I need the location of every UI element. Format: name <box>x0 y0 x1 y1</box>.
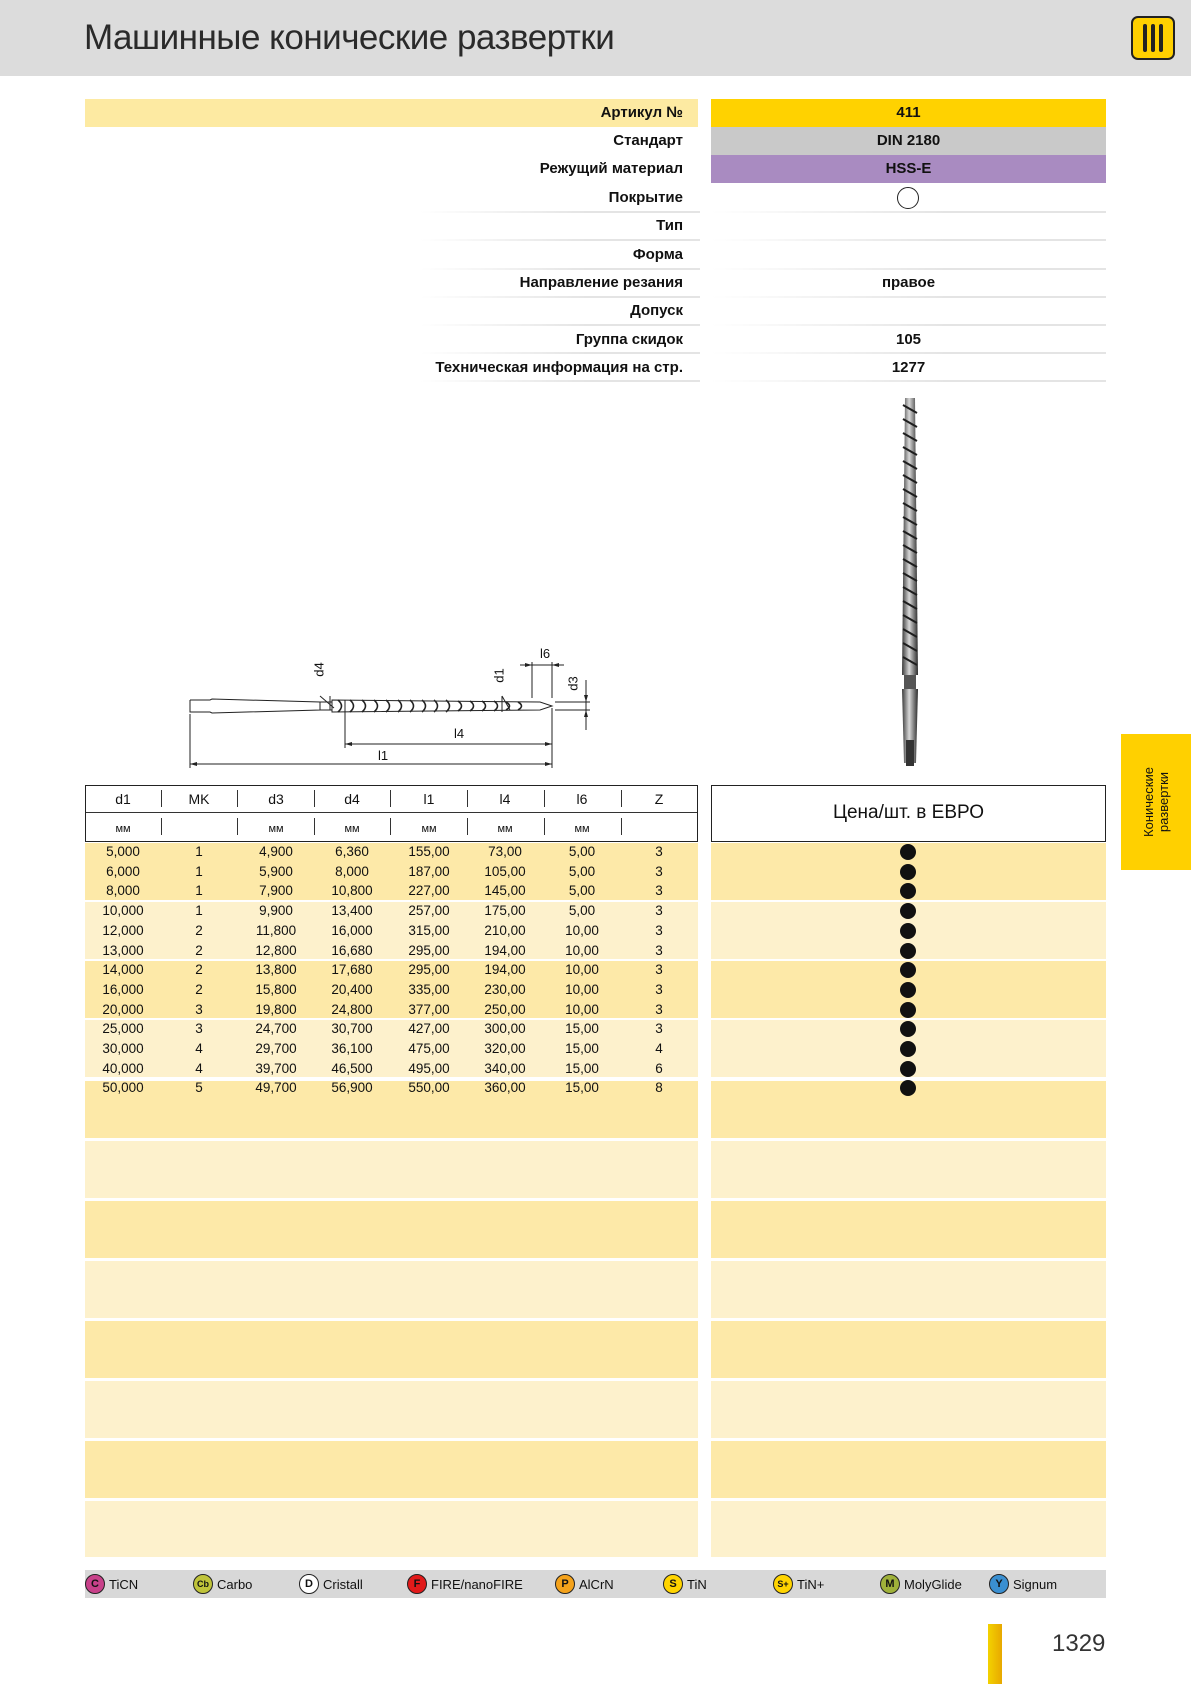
table-cell: 10,00 <box>565 1001 599 1017</box>
coating-badge-icon: S <box>663 1574 683 1594</box>
coating-legend <box>85 1570 1106 1598</box>
table-cell: 29,700 <box>255 1041 297 1056</box>
spec-value-tech-info: 1277 <box>891 359 926 376</box>
availability-dot-icon <box>900 844 916 860</box>
page-title: Машинные конические развертки <box>84 18 615 57</box>
table-cell: 495,00 <box>408 1060 450 1076</box>
legend-label: TiN <box>687 1576 707 1592</box>
drawing-label-l6: l6 <box>540 646 551 661</box>
coating-badge-icon: F <box>407 1574 427 1594</box>
legend-label: FIRE/nanoFIRE <box>431 1576 523 1592</box>
table-cell: 295,00 <box>408 962 450 978</box>
legend-item <box>193 1573 252 1595</box>
table-cell: 4 <box>195 1060 203 1076</box>
table-cell: 15,800 <box>255 981 297 997</box>
legend-item <box>299 1573 363 1595</box>
table-cell: 295,00 <box>408 942 450 958</box>
table-cell: 315,00 <box>408 922 450 938</box>
table-cell: 175,00 <box>484 903 526 919</box>
price-header: Цена/шт. в ЕВРО <box>832 802 985 823</box>
legend-label: TiN+ <box>797 1576 825 1592</box>
legend-label: Cristall <box>323 1576 363 1592</box>
table-cell: 320,00 <box>484 1041 526 1056</box>
legend-item <box>880 1573 962 1595</box>
table-cell: 5,000 <box>106 844 140 859</box>
table-cell: 73,00 <box>488 844 522 859</box>
spec-value-discount-group: 105 <box>895 331 922 348</box>
drawing-label-l4: l4 <box>454 726 465 741</box>
table-cell: 145,00 <box>484 883 526 899</box>
table-cell: 4,900 <box>259 844 293 859</box>
table-cell: 155,00 <box>408 844 450 859</box>
coating-badge-icon: Cb <box>193 1574 213 1594</box>
table-cell: 4 <box>195 1041 203 1056</box>
table-cell: 250,00 <box>484 1001 526 1017</box>
table-cell: 13,400 <box>331 903 373 919</box>
drawing-label-l1: l1 <box>378 748 389 763</box>
coating-badge-icon: C <box>85 1574 105 1594</box>
table-cell: 9,900 <box>259 903 293 919</box>
table-cell: 50,000 <box>102 1080 144 1096</box>
table-cell: 187,00 <box>408 863 450 879</box>
table-cell: 427,00 <box>408 1021 450 1037</box>
drawing-label-d1: d1 <box>491 668 507 683</box>
table-cell: 3 <box>655 883 663 899</box>
row-band <box>85 1441 698 1498</box>
table-cell: 1 <box>195 903 203 919</box>
table-cell: 12,800 <box>255 942 297 958</box>
table-cell: 56,900 <box>331 1080 373 1096</box>
table-cell: 5,00 <box>568 883 596 899</box>
table-cell: 10,00 <box>565 981 599 997</box>
table-cell: 39,700 <box>255 1060 297 1076</box>
spec-label-tech-info: Техническая информация на стр. <box>435 359 683 376</box>
price-band <box>711 1441 1106 1498</box>
legend-item <box>407 1573 523 1595</box>
table-cell: 8,000 <box>335 863 369 879</box>
spec-label-standard: Стандарт <box>613 132 683 149</box>
table-cell: 3 <box>655 863 663 879</box>
table-cell: 25,000 <box>102 1021 144 1037</box>
price-band <box>711 1261 1106 1318</box>
table-cell: 10,000 <box>102 903 144 919</box>
table-cell: 14,000 <box>102 962 144 978</box>
price-band <box>711 1321 1106 1378</box>
availability-dot-icon <box>900 943 916 959</box>
table-cell: 2 <box>195 942 203 958</box>
table-cell: 15,00 <box>565 1060 599 1076</box>
legend-item <box>85 1573 138 1595</box>
row-band <box>85 1381 698 1438</box>
table-cell: 13,800 <box>255 962 297 978</box>
legend-item <box>555 1573 614 1595</box>
table-cell: 30,700 <box>331 1021 373 1037</box>
price-band <box>711 1141 1106 1198</box>
table-cell: 377,00 <box>408 1001 450 1017</box>
table-cell: 46,500 <box>331 1060 373 1076</box>
col-header-l6: l6 <box>576 791 588 807</box>
legend-label: AlCrN <box>579 1576 614 1592</box>
col-header-d1: d1 <box>115 791 131 807</box>
table-cell: 6,360 <box>335 844 369 859</box>
table-cell: 15,00 <box>565 1021 599 1037</box>
table-cell: 40,000 <box>102 1060 144 1076</box>
table-cell: 15,00 <box>565 1041 599 1056</box>
table-cell: 8 <box>655 1080 663 1096</box>
availability-dot-icon <box>900 903 916 919</box>
table-cell: 360,00 <box>484 1080 526 1096</box>
table-cell: 3 <box>655 903 663 919</box>
col-unit-l1: мм <box>421 823 437 835</box>
table-cell: 16,000 <box>102 981 144 997</box>
spec-value-direction: правое <box>881 274 936 291</box>
spec-label-direction: Направление резания <box>519 274 683 291</box>
spec-label-type: Тип <box>656 217 683 234</box>
availability-dot-icon <box>900 1002 916 1018</box>
legend-item <box>989 1573 1057 1595</box>
table-cell: 5,900 <box>259 863 293 879</box>
availability-dot-icon <box>900 982 916 998</box>
table-cell: 3 <box>195 1001 203 1017</box>
table-cell: 194,00 <box>484 942 526 958</box>
reamer-technical-drawing <box>180 640 600 770</box>
table-cell: 3 <box>655 942 663 958</box>
table-cell: 11,800 <box>255 922 297 938</box>
legend-label: TiCN <box>109 1576 139 1592</box>
table-cell: 16,000 <box>331 922 373 938</box>
col-header-mk: MK <box>188 791 210 807</box>
col-header-l1: l1 <box>423 791 435 807</box>
col-header-z: Z <box>654 791 664 807</box>
row-band <box>85 1501 698 1557</box>
row-band <box>85 1201 698 1258</box>
table-cell: 257,00 <box>408 903 450 919</box>
legend-item <box>663 1573 707 1595</box>
table-cell: 36,100 <box>331 1041 373 1056</box>
coating-badge-icon: Y <box>989 1574 1009 1594</box>
table-cell: 24,700 <box>255 1021 297 1037</box>
table-cell: 3 <box>655 962 663 978</box>
table-cell: 230,00 <box>484 981 526 997</box>
row-band <box>85 1321 698 1378</box>
availability-dot-icon <box>900 1041 916 1057</box>
table-cell: 20,400 <box>331 981 373 997</box>
table-cell: 335,00 <box>408 981 450 997</box>
drawing-label-d4: d4 <box>311 662 327 677</box>
page-number: 1329 <box>1052 1630 1106 1657</box>
availability-dot-icon <box>900 864 916 880</box>
table-cell: 300,00 <box>484 1021 526 1037</box>
table-cell: 10,00 <box>565 962 599 978</box>
table-cell: 24,800 <box>331 1001 373 1017</box>
legend-label: MolyGlide <box>904 1576 962 1592</box>
table-cell: 3 <box>655 844 663 859</box>
spec-value-article: 411 <box>896 104 921 121</box>
table-cell: 3 <box>655 922 663 938</box>
table-cell: 17,680 <box>331 962 373 978</box>
uncoated-circle-icon <box>897 187 919 209</box>
page-marker <box>988 1624 1002 1684</box>
table-cell: 6 <box>655 1060 663 1076</box>
legend-item <box>773 1573 824 1595</box>
coating-badge-icon: P <box>555 1574 575 1594</box>
spec-value-standard: DIN 2180 <box>876 132 941 149</box>
legend-label: Carbo <box>217 1576 253 1592</box>
table-cell: 5,00 <box>568 863 596 879</box>
spec-label-form: Форма <box>632 246 683 263</box>
legend-label: Signum <box>1013 1576 1058 1592</box>
coating-badge-icon: D <box>299 1574 319 1594</box>
col-unit-l6: мм <box>574 823 590 835</box>
table-cell: 15,00 <box>565 1080 599 1096</box>
availability-dot-icon <box>900 923 916 939</box>
table-cell: 194,00 <box>484 962 526 978</box>
table-cell: 13,000 <box>102 942 144 958</box>
table-cell: 6,000 <box>106 863 140 879</box>
table-cell: 1 <box>195 844 203 859</box>
table-cell: 340,00 <box>484 1060 526 1076</box>
table-cell: 10,800 <box>331 883 373 899</box>
reamer-logo-icon <box>1131 16 1175 60</box>
price-band <box>711 1201 1106 1258</box>
table-cell: 5 <box>195 1080 203 1096</box>
col-unit-d4: мм <box>344 823 360 835</box>
table-cell: 3 <box>195 1021 203 1037</box>
table-cell: 3 <box>655 981 663 997</box>
col-header-d3: d3 <box>268 791 284 807</box>
col-unit-d1: мм <box>115 823 131 835</box>
col-header-l4: l4 <box>499 791 511 807</box>
table-cell: 5,00 <box>568 903 596 919</box>
side-tab-line2: развертки <box>1156 771 1171 833</box>
coating-badge-icon: S+ <box>773 1574 793 1594</box>
price-band <box>711 1501 1106 1557</box>
table-cell: 210,00 <box>484 922 526 938</box>
price-band <box>711 1381 1106 1438</box>
table-cell: 30,000 <box>102 1041 144 1056</box>
spec-label-tolerance: Допуск <box>630 302 683 319</box>
table-cell: 4 <box>655 1041 663 1056</box>
section-side-tab[interactable] <box>1121 734 1191 870</box>
drawing-label-d3: d3 <box>565 676 581 691</box>
table-cell: 105,00 <box>484 863 526 879</box>
table-cell: 10,00 <box>565 942 599 958</box>
table-cell: 7,900 <box>259 883 293 899</box>
table-cell: 10,00 <box>565 922 599 938</box>
col-unit-d3: мм <box>268 823 284 835</box>
table-cell: 550,00 <box>408 1080 450 1096</box>
row-band <box>85 1261 698 1318</box>
table-cell: 1 <box>195 883 203 899</box>
spec-value-material: HSS-E <box>885 160 932 177</box>
spec-label-material: Режущий материал <box>539 160 683 177</box>
table-cell: 3 <box>655 1021 663 1037</box>
spec-label-discount-group: Группа скидок <box>575 331 683 348</box>
side-tab-line1: Конические <box>1141 767 1156 837</box>
table-cell: 475,00 <box>408 1041 450 1056</box>
row-band <box>85 1141 698 1198</box>
spec-label-coating: Покрытие <box>608 189 683 206</box>
availability-dot-icon <box>900 1061 916 1077</box>
table-cell: 49,700 <box>255 1080 297 1096</box>
table-cell: 19,800 <box>255 1001 297 1017</box>
coating-badge-icon: M <box>880 1574 900 1594</box>
table-cell: 20,000 <box>102 1001 144 1017</box>
header-divider <box>86 812 697 813</box>
table-cell: 8,000 <box>106 883 140 899</box>
table-cell: 1 <box>195 863 203 879</box>
table-cell: 5,00 <box>568 844 596 859</box>
table-cell: 2 <box>195 981 203 997</box>
table-cell: 12,000 <box>102 922 144 938</box>
table-cell: 16,680 <box>331 942 373 958</box>
reamer-photo <box>880 395 940 770</box>
col-unit-l4: мм <box>497 823 513 835</box>
table-cell: 227,00 <box>408 883 450 899</box>
table-cell: 2 <box>195 922 203 938</box>
spec-label-article: Артикул № <box>600 104 683 121</box>
table-cell: 3 <box>655 1001 663 1017</box>
col-header-d4: d4 <box>344 791 360 807</box>
table-cell: 2 <box>195 962 203 978</box>
